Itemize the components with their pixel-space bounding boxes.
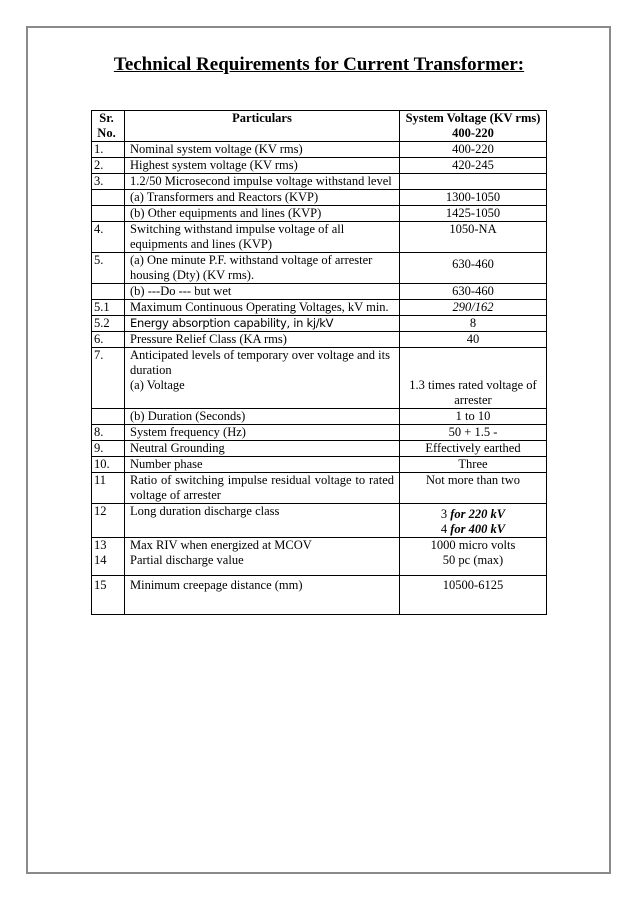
row-value: 1.3 times rated voltage of arrester <box>400 378 547 409</box>
row-sr: 5. <box>92 253 125 284</box>
table-row <box>92 284 547 300</box>
row-sr: 8. <box>92 425 125 441</box>
row-sr <box>92 284 125 300</box>
table-row <box>92 538 547 554</box>
row-sr: 15 <box>92 576 125 615</box>
row-particulars: System frequency (Hz) <box>125 425 400 441</box>
row-value: Effectively earthed <box>400 441 547 457</box>
table-row <box>92 300 547 316</box>
discharge-class-220: 3 <box>440 507 448 521</box>
table-row <box>92 378 547 409</box>
row-sr: 9. <box>92 441 125 457</box>
row-particulars: (b) Other equipments and lines (KVP) <box>125 206 400 222</box>
table-row <box>92 457 547 473</box>
row-value <box>400 174 547 190</box>
row-value <box>400 504 547 538</box>
table-row <box>92 473 547 504</box>
row-value: 400-220 <box>400 142 547 158</box>
row-value: 8 <box>400 316 547 332</box>
row-sr: 5.2 <box>92 316 125 332</box>
row-sr <box>92 409 125 425</box>
table-row <box>92 206 547 222</box>
table-row <box>92 158 547 174</box>
row-value: Three <box>400 457 547 473</box>
row-sr: 4. <box>92 222 125 253</box>
discharge-class-400: 4 <box>440 522 448 536</box>
row-sr: 1. <box>92 142 125 158</box>
row-sr: 12 <box>92 504 125 538</box>
row-value: 50 + 1.5 - <box>400 425 547 441</box>
row-value: 40 <box>400 332 547 348</box>
row-sr: 7. <box>92 348 125 379</box>
table-row <box>92 222 547 253</box>
header-particulars: Particulars <box>125 111 400 142</box>
row-particulars: Long duration discharge class <box>125 504 400 538</box>
row-particulars: (a) One minute P.F. withstand voltage of arrester housing (Dty) (KV rms). <box>125 253 400 284</box>
row-sr: 14 <box>92 553 125 576</box>
table-row <box>92 348 547 379</box>
row-value: 420-245 <box>400 158 547 174</box>
row-particulars: Maximum Continuous Operating Voltages, kV min. <box>125 300 400 316</box>
table-row <box>92 576 547 615</box>
row-value: 1000 micro volts <box>400 538 547 554</box>
row-value <box>400 348 547 379</box>
row-particulars: Partial discharge value <box>125 553 400 576</box>
row-value: 1300-1050 <box>400 190 547 206</box>
table-row <box>92 441 547 457</box>
row-value: 630-460 <box>400 284 547 300</box>
row-particulars: Number phase <box>125 457 400 473</box>
table-row <box>92 142 547 158</box>
discharge-class-400-label: for 400 kV <box>450 522 506 536</box>
row-sr: 11 <box>92 473 125 504</box>
row-sr: 13 <box>92 538 125 554</box>
row-sr: 6. <box>92 332 125 348</box>
row-value: 290/162 <box>400 300 547 316</box>
row-particulars: Minimum creepage distance (mm) <box>125 576 400 615</box>
table-row <box>92 409 547 425</box>
table-row <box>92 316 547 332</box>
discharge-class-220-label: for 220 kV <box>450 507 506 521</box>
row-value: Not more than two <box>400 473 547 504</box>
row-particulars: (a) Voltage <box>125 378 400 409</box>
table-header-row <box>92 111 547 142</box>
table-row <box>92 190 547 206</box>
table-row <box>92 332 547 348</box>
header-sr: Sr. No. <box>92 111 125 142</box>
row-particulars: Energy absorption capability, in kj/kV <box>125 316 400 332</box>
header-value: System Voltage (KV rms) 400-220 <box>400 111 547 142</box>
row-sr: 5.1 <box>92 300 125 316</box>
row-sr <box>92 206 125 222</box>
table-row <box>92 504 547 538</box>
row-sr: 10. <box>92 457 125 473</box>
row-particulars: (a) Transformers and Reactors (KVP) <box>125 190 400 206</box>
row-particulars: Nominal system voltage (KV rms) <box>125 142 400 158</box>
row-particulars: Neutral Grounding <box>125 441 400 457</box>
document-title: Technical Requirements for Current Transformer: <box>113 54 525 75</box>
row-sr <box>92 378 125 409</box>
row-particulars: Anticipated levels of temporary over voltage and its duration <box>125 348 400 379</box>
table-row <box>92 425 547 441</box>
row-value: 630-460 <box>400 253 547 284</box>
requirements-table <box>91 110 547 615</box>
row-particulars: Switching withstand impulse voltage of all equipments and lines (KVP) <box>125 222 400 253</box>
row-value: 1425-1050 <box>400 206 547 222</box>
row-particulars: (b) ---Do --- but wet <box>125 284 400 300</box>
row-sr: 2. <box>92 158 125 174</box>
table-row <box>92 253 547 284</box>
row-value: 50 pc (max) <box>400 553 547 576</box>
row-sr <box>92 190 125 206</box>
row-sr: 3. <box>92 174 125 190</box>
table-row <box>92 174 547 190</box>
row-particulars: Pressure Relief Class (KA rms) <box>125 332 400 348</box>
row-particulars: 1.2/50 Microsecond impulse voltage withstand level <box>125 174 400 190</box>
row-value: 1 to 10 <box>400 409 547 425</box>
row-particulars: Max RIV when energized at MCOV <box>125 538 400 554</box>
row-value: 1050-NA <box>400 222 547 253</box>
row-value: 10500-6125 <box>400 576 547 615</box>
row-particulars: Highest system voltage (KV rms) <box>125 158 400 174</box>
table-row <box>92 553 547 576</box>
row-particulars: Ratio of switching impulse residual voltage to rated voltage of arrester <box>125 473 400 504</box>
row-particulars: (b) Duration (Seconds) <box>125 409 400 425</box>
